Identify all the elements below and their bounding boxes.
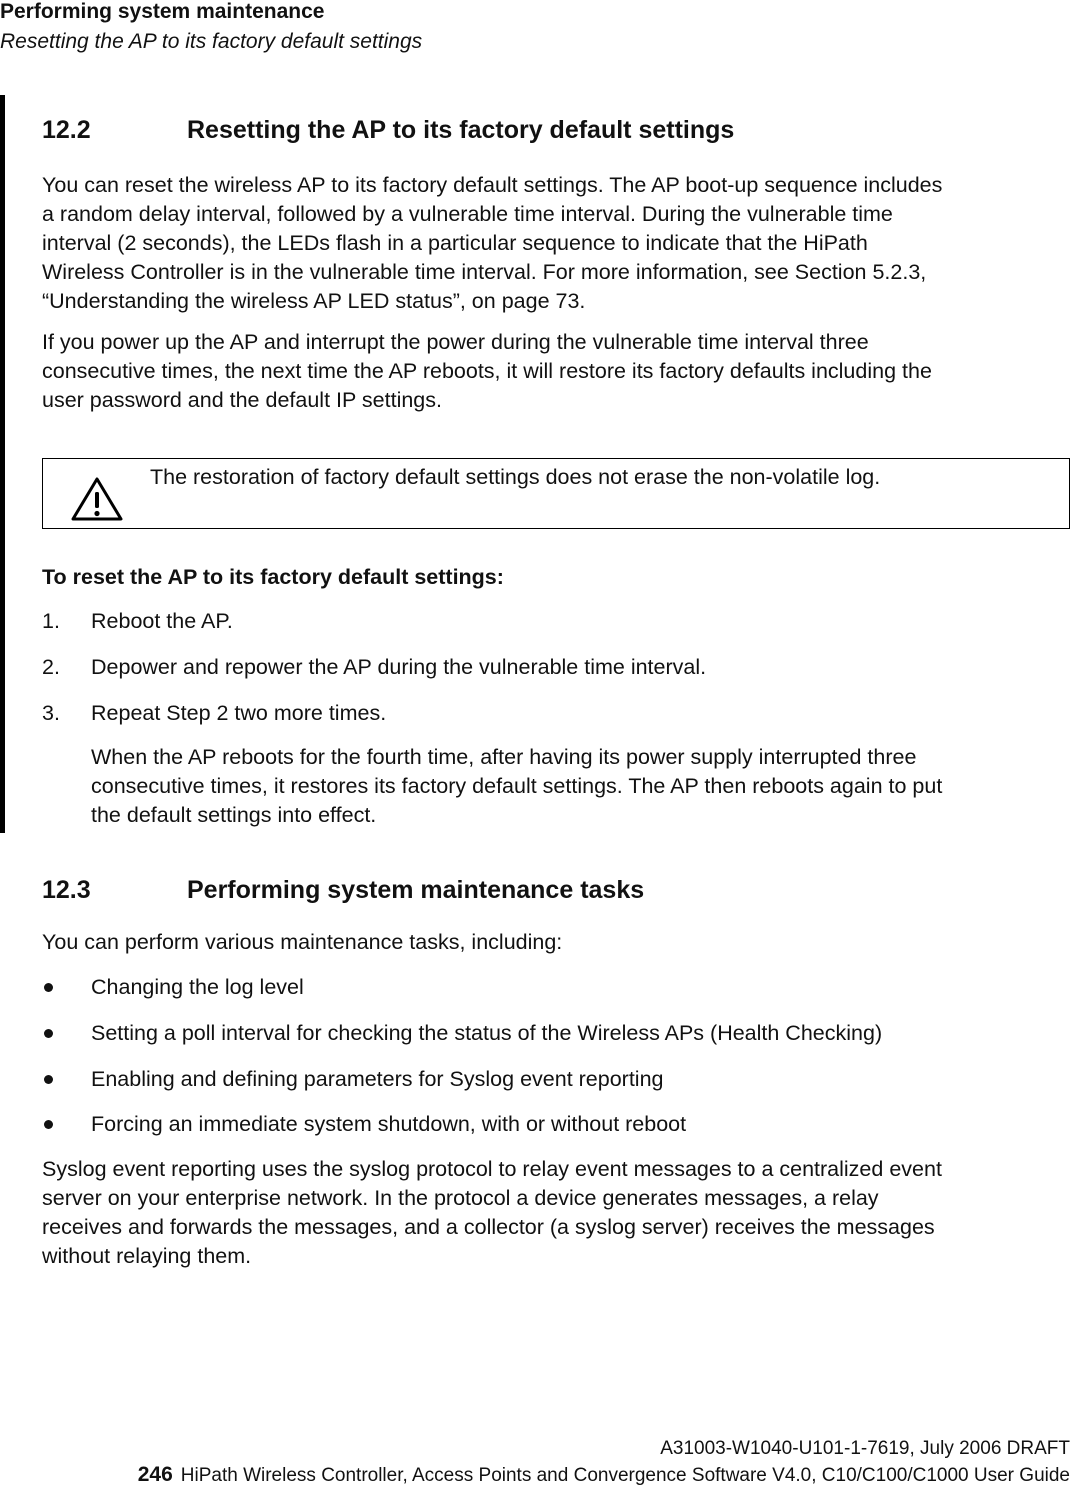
bullet-icon: [44, 983, 53, 992]
text-line: Wireless Controller is in the vulnerable time interval. For more information, see Section 5.2.3,: [42, 260, 927, 284]
guide-title: HiPath Wireless Controller, Access Points and Convergence Software V4.0, C10/C100/C1000 User Guide: [180, 1465, 1070, 1486]
section-title: Performing system maintenance tasks: [187, 876, 645, 904]
section-number: 12.3: [42, 876, 91, 904]
bullet-text: Setting a poll interval for checking the status of the Wireless APs (Health Checking): [91, 1021, 883, 1045]
bullet-icon: [44, 1029, 53, 1038]
tasks-intro: You can perform various maintenance tasks, including:: [42, 930, 563, 954]
text-line: user password and the default IP settings.: [42, 388, 442, 412]
text-line: interval (2 seconds), the LEDs flash in a particular sequence to indicate that the HiPath: [42, 231, 868, 255]
note-text: The restoration of factory default settings does not erase the non-volatile log.: [150, 465, 881, 489]
text-line: Syslog event reporting uses the syslog protocol to relay event messages to a centralized event: [42, 1157, 942, 1181]
running-header-chapter: Performing system maintenance: [0, 0, 325, 23]
change-bar: [0, 95, 5, 833]
bullet-item: [42, 1019, 1042, 1048]
bullet-text: Enabling and defining parameters for Syslog event reporting: [91, 1067, 664, 1091]
bullet-item: [42, 1110, 1042, 1139]
bullet-icon: [44, 1120, 53, 1129]
paragraph-syslog: [42, 1155, 942, 1271]
paragraph-power: [42, 328, 932, 415]
text-line: If you power up the AP and interrupt the power during the vulnerable time interval three: [42, 330, 869, 354]
text-line: “Understanding the wireless AP LED status”, on page 73.: [42, 289, 586, 313]
text-line: without relaying them.: [42, 1244, 252, 1268]
bullet-icon: [44, 1075, 53, 1084]
warning-icon: [69, 475, 125, 523]
page-number: 246: [137, 1463, 173, 1486]
text-line: consecutive times, the next time the AP reboots, it will restore its factory defaults including the: [42, 359, 932, 383]
step-text: Repeat Step 2 two more times.: [91, 701, 387, 725]
paragraph-intro: [42, 171, 942, 316]
text-line: When the AP reboots for the fourth time, after having its power supply interrupted three: [91, 745, 917, 769]
text-line: consecutive times, it restores its factory default settings. The AP then reboots again to put: [91, 774, 943, 798]
step-result: [91, 743, 942, 830]
footer-guide: [138, 1462, 1070, 1489]
step-number: 3.: [42, 701, 60, 725]
warning-note: [42, 458, 1070, 529]
text-line: receives and forwards the messages, and a collector (a syslog server) receives the messages: [42, 1215, 935, 1239]
step-text: Depower and repower the AP during the vulnerable time interval.: [91, 655, 707, 679]
bullet-item: [42, 973, 1042, 1002]
running-header-section: Resetting the AP to its factory default settings: [0, 30, 423, 53]
step-number: 1.: [42, 609, 60, 633]
section-heading-12-2: [42, 115, 734, 145]
step-item: [42, 699, 1042, 728]
procedure-title: To reset the AP to its factory default settings:: [42, 565, 504, 589]
section-number: 12.2: [42, 116, 91, 144]
section-title: Resetting the AP to its factory default settings: [187, 116, 735, 144]
step-item: [42, 607, 1042, 636]
text-line: You can reset the wireless AP to its factory default settings. The AP boot-up sequence includes: [42, 173, 943, 197]
step-item: [42, 653, 1042, 682]
bullet-text: Changing the log level: [91, 975, 304, 999]
bullet-item: [42, 1065, 1042, 1094]
text-line: server on your enterprise network. In the protocol a device generates messages, a relay: [42, 1186, 879, 1210]
text-line: a random delay interval, followed by a vulnerable time interval. During the vulnerable time: [42, 202, 893, 226]
bullet-text: Forcing an immediate system shutdown, with or without reboot: [91, 1112, 687, 1136]
text-line: the default settings into effect.: [91, 803, 377, 827]
footer-doc-id: A31003-W1040-U101-1-7619, July 2006 DRAFT: [660, 1438, 1070, 1459]
step-text: Reboot the AP.: [91, 609, 233, 633]
section-heading-12-3: [42, 875, 644, 905]
step-number: 2.: [42, 655, 60, 679]
